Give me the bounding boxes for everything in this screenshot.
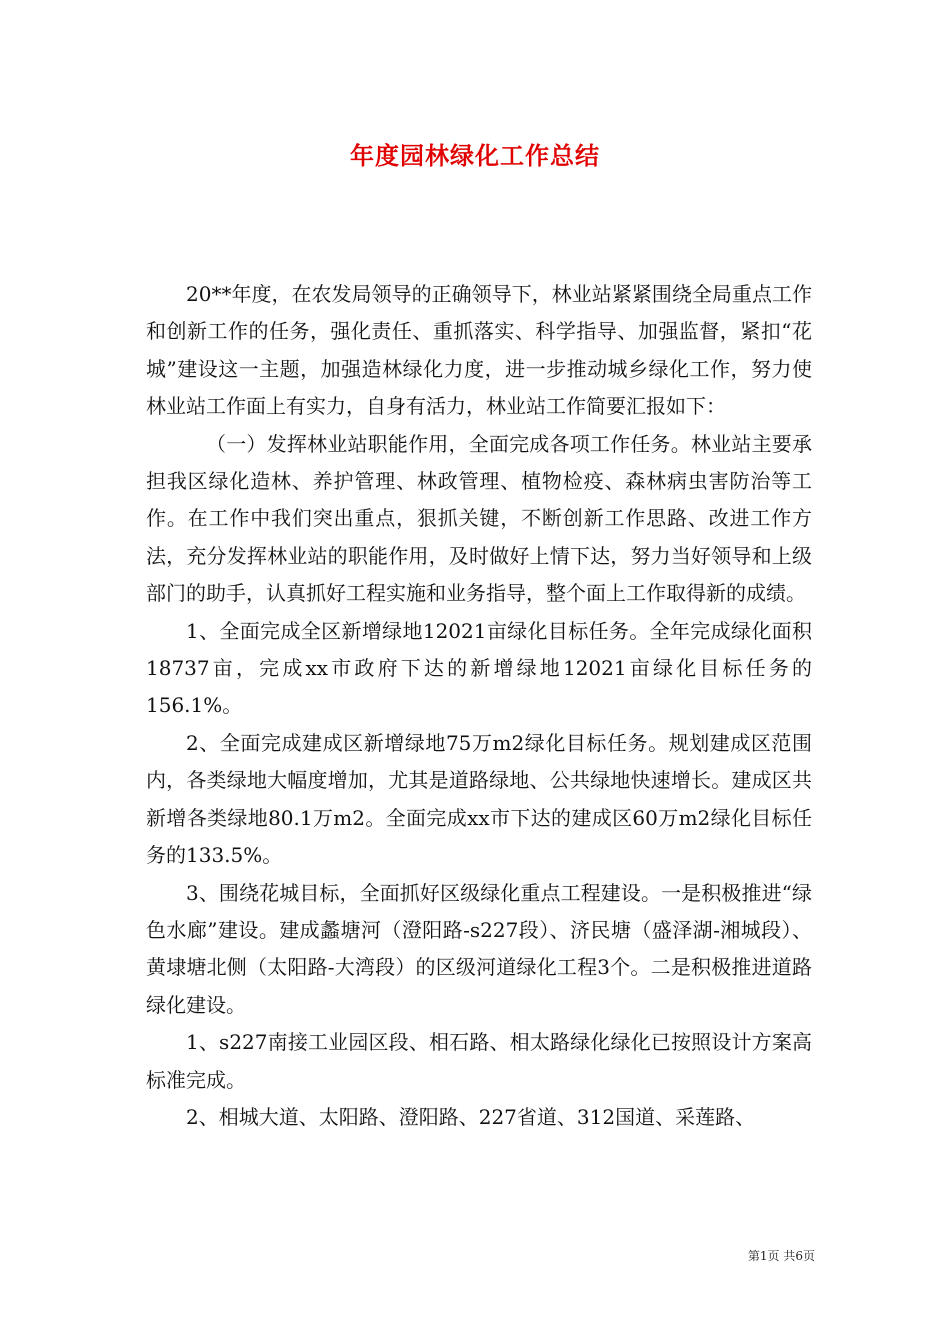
paragraph-item-3: 3、围绕花城目标，全面抓好区级绿化重点工程建设。一是积极推进“绿色水廊”建设。建成蠡塘河（澄阳路-s227段）、济民塘（盛泽湖-湘城段）、黄埭塘北侧（太阳路-大湾段）的区级河道绿化工程3个。二是积极推进道路绿化建设。 [146, 880, 812, 1017]
page-number: 第1页 共6页 [747, 1249, 815, 1263]
paragraph-subitem-2: 2、相城大道、太阳路、澄阳路、227省道、312国道、采莲路、 [186, 1104, 756, 1129]
paragraph-subitem-1: 1、s227南接工业园区段、相石路、相太路绿化绿化已按照设计方案高标准完成。 [146, 1030, 812, 1092]
document-body [146, 276, 812, 1136]
paragraph-section-1: （一）发挥林业站职能作用，全面完成各项工作任务。林业站主要承担我区绿化造林、养护管理、林政管理、植物检疫、森林病虫害防治等工作。在工作中我们突出重点，狠抓关键，不断创新工作思路、改进工作方法，充分发挥林业站的职能作用，及时做好上情下达，努力当好领导和上级部门的助手，认真抓好工程实施和业务指导，整个面上工作取得新的成绩。 [146, 431, 812, 606]
paragraph-item-1: 1、全面完成全区新增绿地12021亩绿化目标任务。全年完成绿化面积18737亩，完成xx市政府下达的新增绿地12021亩绿化目标任务的156.1%。 [146, 618, 812, 718]
paragraph-intro: 20**年度，在农发局领导的正确领导下，林业站紧紧围绕全局重点工作和创新工作的任务，强化责任、重抓落实、科学指导、加强监督，紧扣“花城”建设这一主题，加强造林绿化力度，进一步推动城乡绿化工作，努力使林业站工作面上有实力，自身有活力，林业站工作简要汇报如下： [146, 282, 812, 419]
paragraph-item-2: 2、全面完成建成区新增绿地75万m2绿化目标任务。规划建成区范围内，各类绿地大幅度增加，尤其是道路绿地、公共绿地快速增长。建成区共新增各类绿地80.1万m2。全面完成xx市下达的建成区60万m2绿化目标任务的133.5%。 [146, 730, 812, 868]
document-title: 年度园林绿化工作总结 [350, 142, 600, 170]
